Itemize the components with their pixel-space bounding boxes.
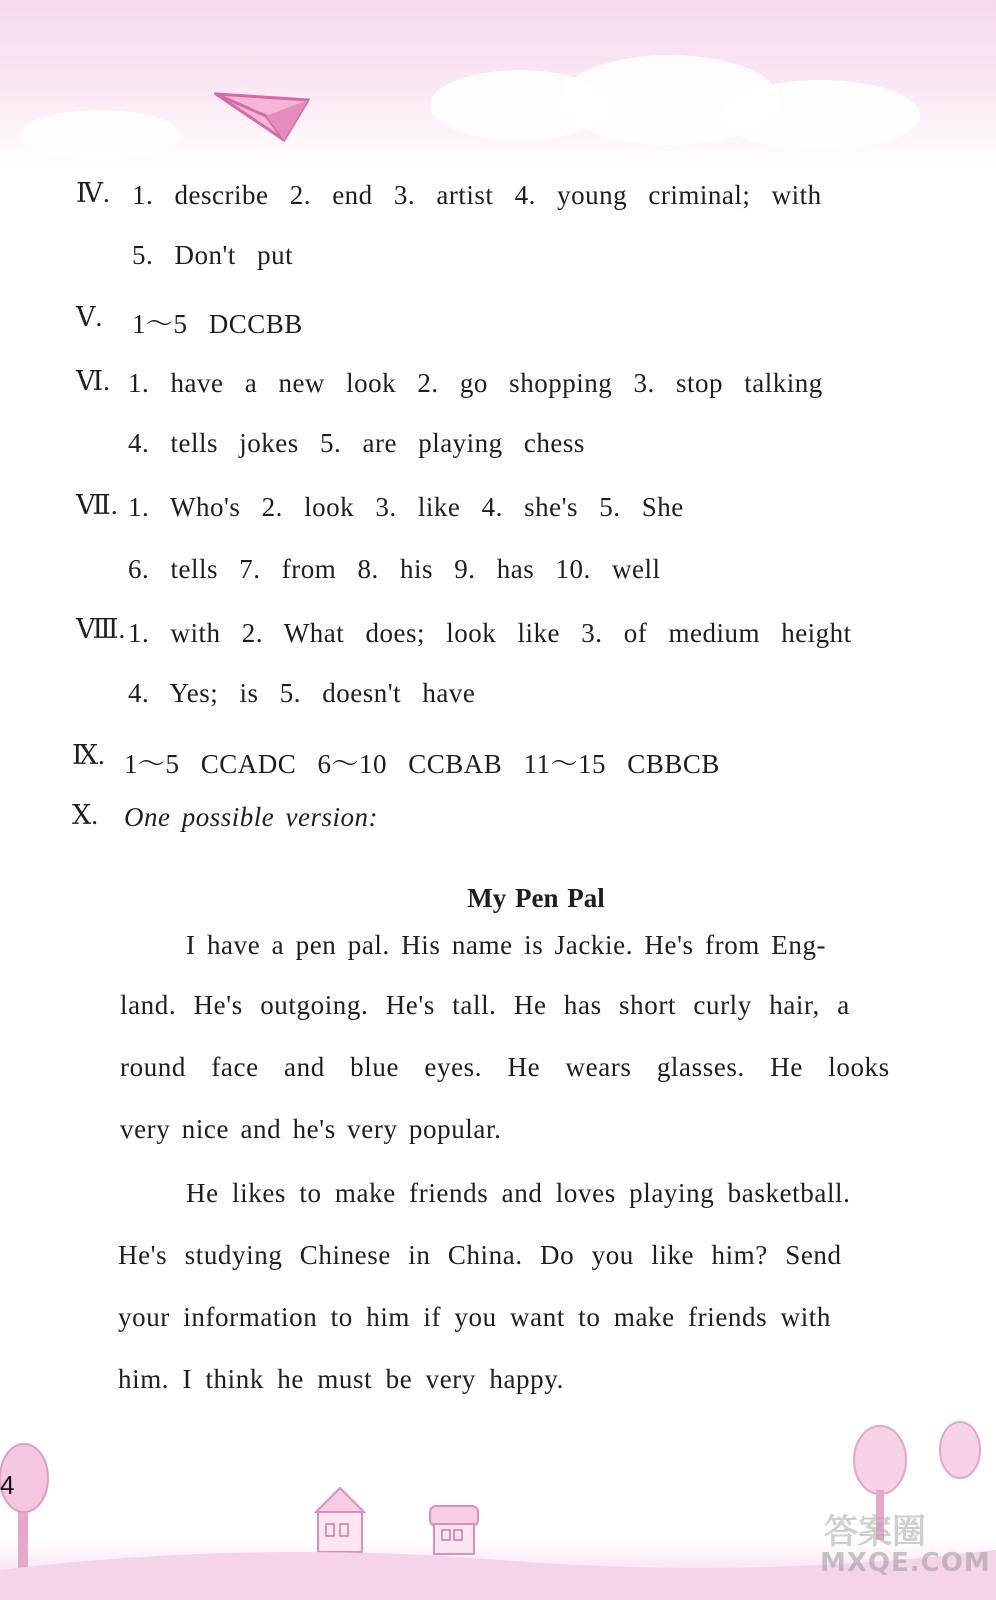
essay-line: him. I think he must be very happy. — [118, 1364, 564, 1394]
essay-title: My Pen Pal — [467, 883, 605, 913]
watermark-logo — [820, 1500, 990, 1590]
page-number: 4 — [0, 1470, 15, 1500]
essay-line: your information to him if you want to make friends with — [118, 1302, 831, 1332]
answer-line: 1. have a new look 2. go shopping 3. stop talking — [128, 368, 823, 398]
watermark-chinese-text: 答案圈 — [824, 1512, 926, 1552]
essay-line: very nice and he's very popular. — [120, 1114, 502, 1144]
section-numeral: Ⅷ. — [76, 614, 126, 644]
section-numeral: Ⅶ. — [76, 490, 118, 520]
section-numeral: Ⅹ. — [72, 800, 98, 830]
answer-line: One possible version: — [124, 802, 378, 832]
answer-line: 1. Who's 2. look 3. like 4. she's 5. She — [128, 492, 684, 522]
answer-line: 5. Don't put — [132, 240, 294, 270]
essay-line: land. He's outgoing. He's tall. He has short curly hair, a — [120, 990, 850, 1020]
answer-line: 4. tells jokes 5. are playing chess — [128, 428, 585, 458]
essay-line: I have a pen pal. His name is Jackie. He's from Eng- — [186, 930, 827, 960]
section-numeral: Ⅵ. — [76, 366, 110, 396]
answer-line: 4. Yes; is 5. doesn't have — [128, 678, 476, 708]
answer-line: 1. describe 2. end 3. artist 4. young criminal; with — [132, 180, 822, 210]
answer-line: 1. with 2. What does; look like 3. of medium height — [128, 618, 852, 648]
answer-line: 1～5 DCCBB — [132, 309, 303, 339]
essay-line: round face and blue eyes. He wears glasses. He looks — [120, 1052, 890, 1082]
watermark-url-text: MXQE.COM — [820, 1548, 991, 1578]
section-numeral: Ⅸ. — [72, 740, 105, 770]
section-numeral: Ⅳ. — [76, 178, 110, 208]
answer-line: 6. tells 7. from 8. his 9. has 10. well — [128, 554, 661, 584]
answer-line: 1～5 CCADC 6～10 CCBAB 11～15 CBBCB — [124, 749, 720, 779]
essay-line: He's studying Chinese in China. Do you like him? Send — [118, 1240, 842, 1270]
essay-line: He likes to make friends and loves playing basketball. — [186, 1178, 851, 1208]
section-numeral: Ⅴ. — [76, 302, 103, 332]
